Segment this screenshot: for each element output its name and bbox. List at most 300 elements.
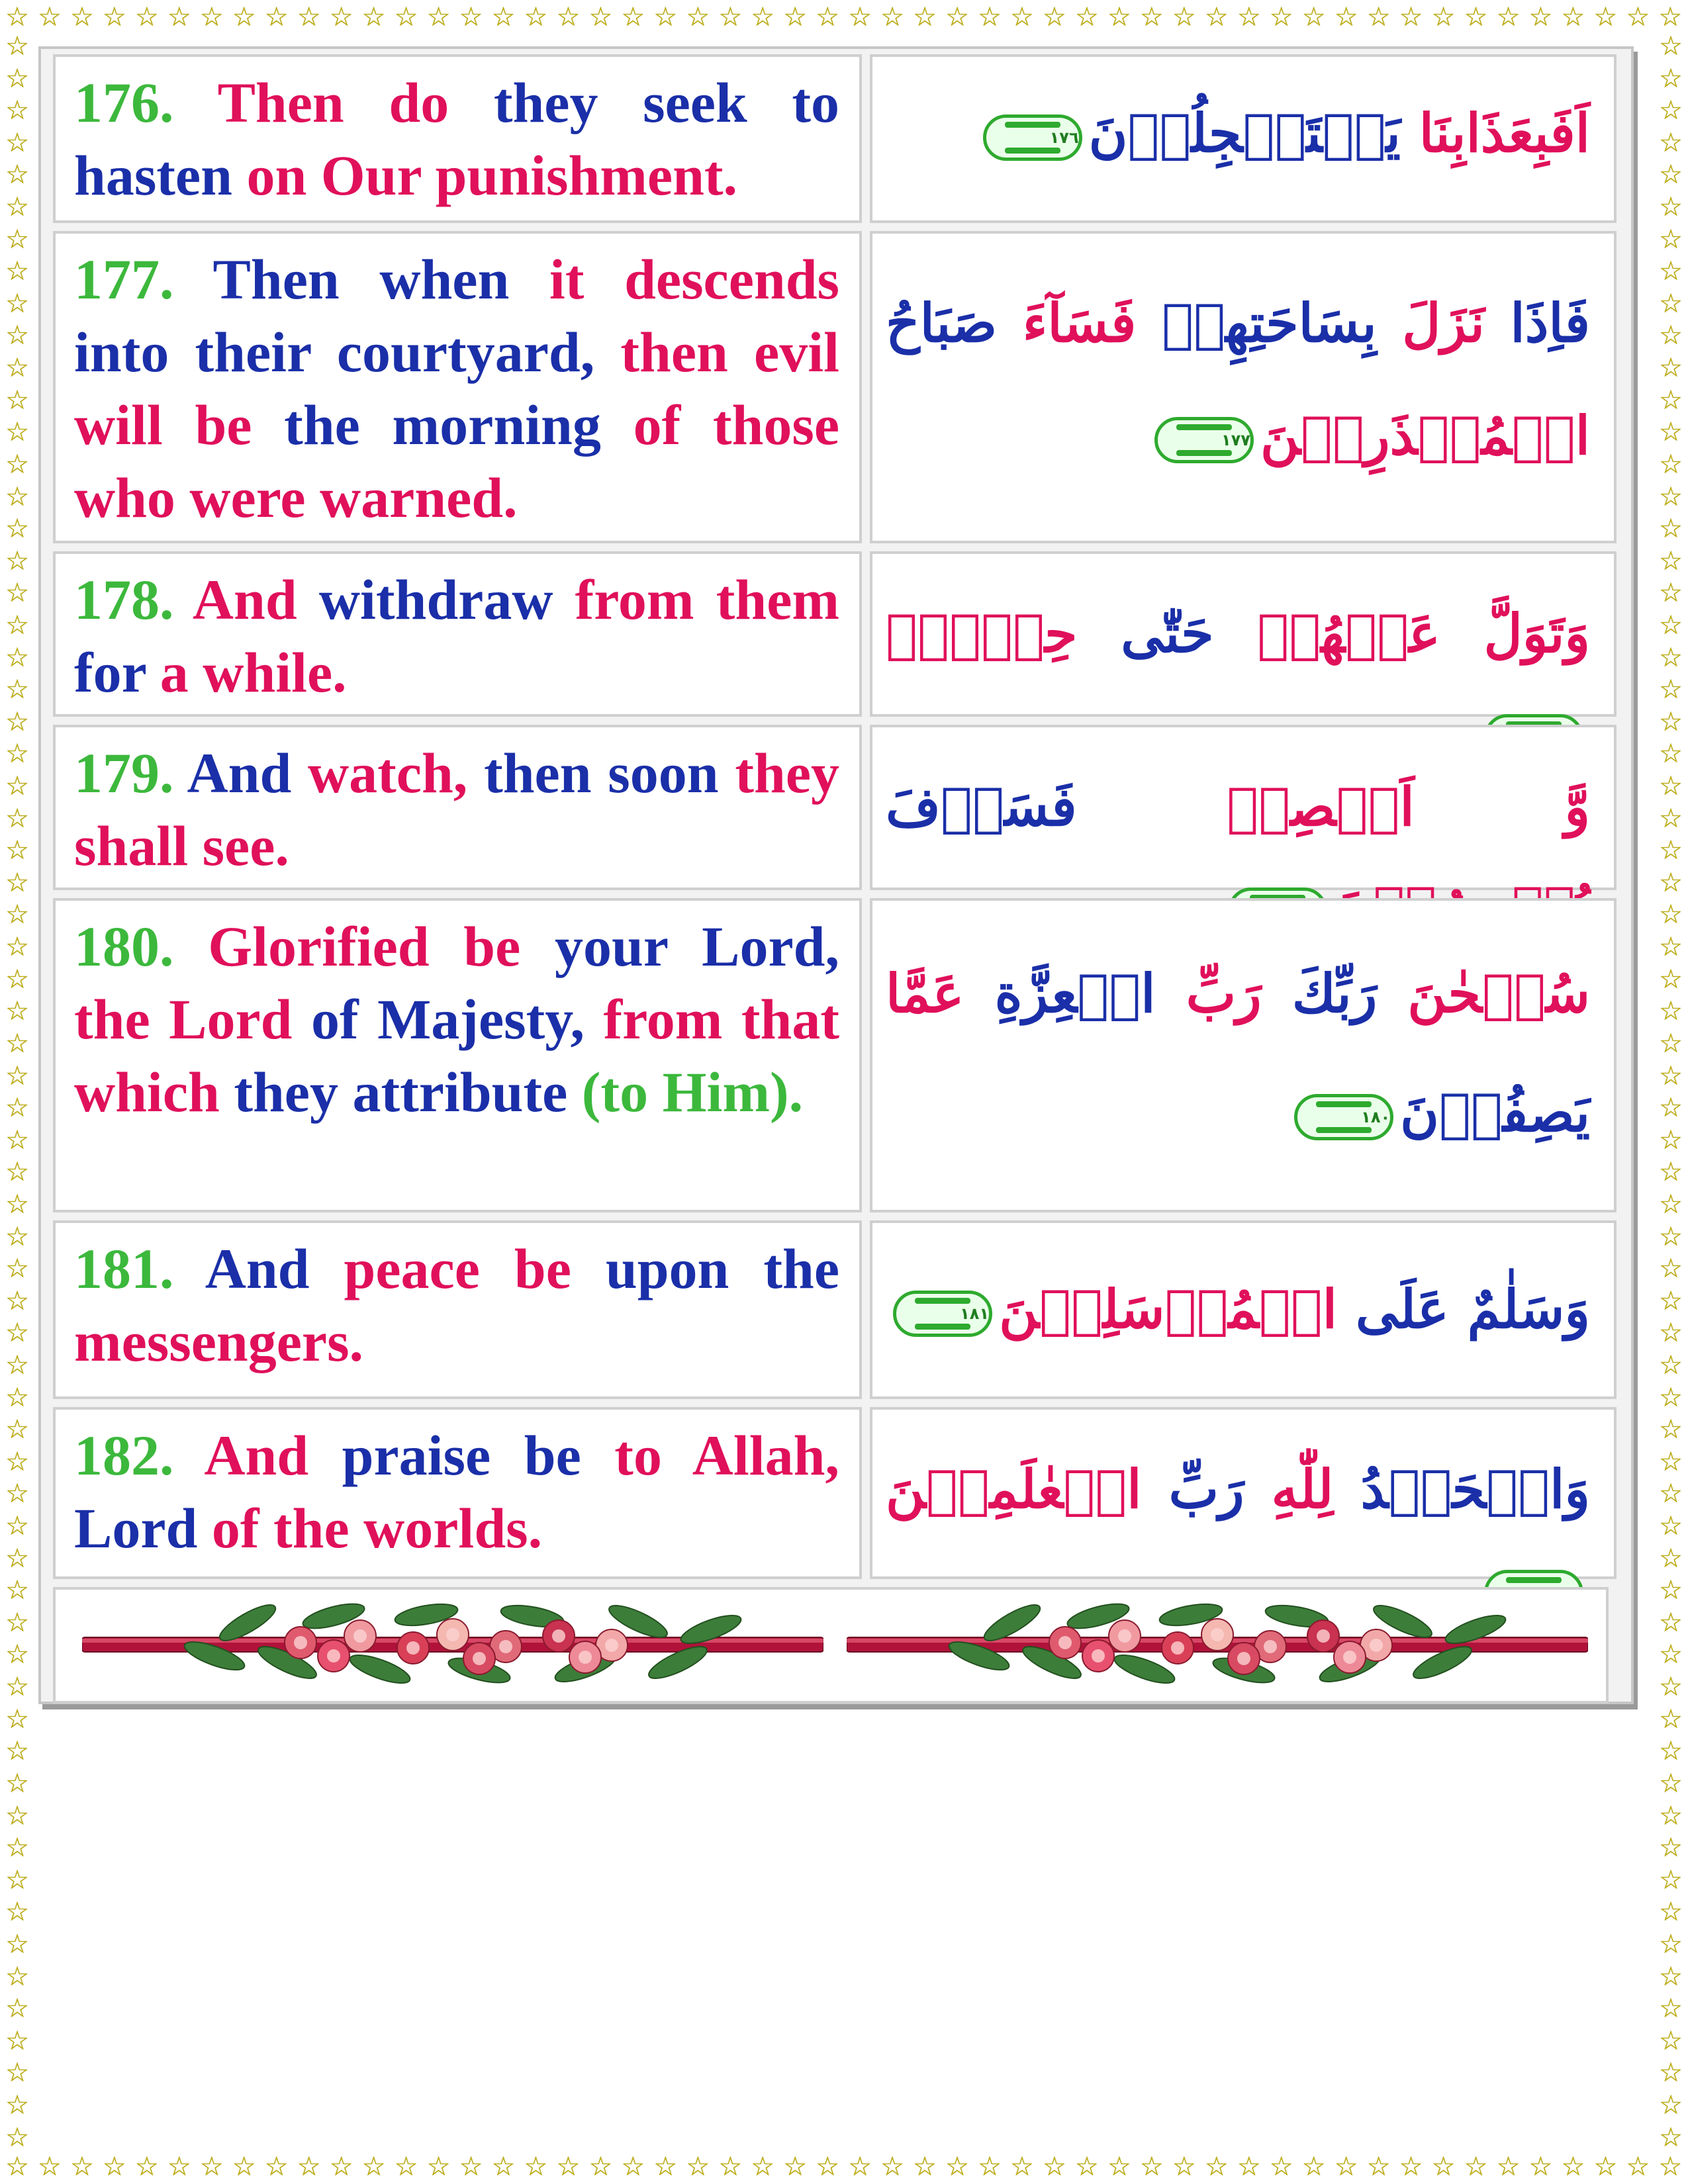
star-icon: ☆ <box>1659 514 1683 545</box>
verse-number: 179. <box>74 741 174 805</box>
translation-segment: do <box>344 71 449 134</box>
star-icon: ☆ <box>718 2 743 32</box>
star-icon: ☆ <box>264 2152 289 2182</box>
ayah-number: ١٧٦ <box>1049 128 1079 148</box>
star-icon: ☆ <box>653 2 678 32</box>
star-icon: ☆ <box>329 2152 353 2182</box>
star-icon: ☆ <box>5 159 29 191</box>
star-icon: ☆ <box>1659 1446 1683 1477</box>
arabic-word: رَبِّ <box>1155 962 1262 1024</box>
rose-center-icon <box>1211 1628 1224 1641</box>
arabic-word: يَصِفُوۡنَ <box>1400 1081 1590 1144</box>
star-icon: ☆ <box>1659 1349 1683 1381</box>
star-icon: ☆ <box>1659 1833 1683 1864</box>
star-icon: ☆ <box>70 2 94 32</box>
star-icon: ☆ <box>1204 2152 1229 2182</box>
star-icon: ☆ <box>5 1961 29 1992</box>
star-icon: ☆ <box>5 642 29 673</box>
star-icon: ☆ <box>1204 2 1229 32</box>
star-icon: ☆ <box>5 1543 29 1574</box>
star-icon: ☆ <box>1659 1511 1683 1542</box>
translation-segment: of the worlds. <box>197 1496 543 1560</box>
star-icon: ☆ <box>556 2 581 32</box>
star-icon: ☆ <box>361 2 386 32</box>
star-icon: ☆ <box>5 288 29 319</box>
star-icon: ☆ <box>1659 1864 1683 1895</box>
star-icon: ☆ <box>1237 2 1261 32</box>
star-icon: ☆ <box>1528 2 1553 32</box>
star-icon: ☆ <box>5 417 29 448</box>
star-icon: ☆ <box>5 932 29 963</box>
star-icon: ☆ <box>1301 2 1326 32</box>
star-icon: ☆ <box>848 2 872 32</box>
star-icon: ☆ <box>5 1672 29 1703</box>
star-icon: ☆ <box>1237 2152 1261 2182</box>
star-icon: ☆ <box>5 899 29 931</box>
star-icon: ☆ <box>167 2 191 32</box>
star-icon: ☆ <box>1659 1189 1683 1220</box>
star-icon: ☆ <box>5 1189 29 1220</box>
verse-number: 182. <box>74 1424 174 1487</box>
star-icon: ☆ <box>5 1093 29 1124</box>
star-icon: ☆ <box>1659 2122 1683 2153</box>
star-icon: ☆ <box>5 385 29 416</box>
translation-segment: Glorified be <box>173 915 521 978</box>
star-icon: ☆ <box>1659 95 1683 126</box>
star-icon: ☆ <box>816 2152 840 2182</box>
star-icon: ☆ <box>1659 1253 1683 1285</box>
arabic-word: يَسۡتَعۡجِلُوۡنَ <box>1088 102 1401 164</box>
star-icon: ☆ <box>783 2152 808 2182</box>
star-icon: ☆ <box>1269 2 1293 32</box>
star-icon: ☆ <box>5 1028 29 1059</box>
star-icon: ☆ <box>1659 63 1683 94</box>
star-icon: ☆ <box>556 2152 581 2182</box>
star-icon: ☆ <box>37 2152 62 2182</box>
star-icon: ☆ <box>199 2 224 32</box>
star-icon: ☆ <box>167 2152 191 2182</box>
verse-number: 178. <box>74 568 174 631</box>
star-border-left <box>3 33 32 2151</box>
floral-divider <box>53 1587 1609 1704</box>
star-icon: ☆ <box>1659 127 1683 158</box>
star-icon: ☆ <box>1659 932 1683 963</box>
arabic-word: وَسَلٰمٌ <box>1448 1278 1590 1340</box>
star-icon: ☆ <box>5 578 29 609</box>
star-icon: ☆ <box>5 63 29 94</box>
star-icon: ☆ <box>5 1575 29 1606</box>
star-icon: ☆ <box>718 2152 743 2182</box>
star-icon: ☆ <box>1043 2 1066 32</box>
star-icon: ☆ <box>426 2 451 32</box>
arabic-word: رَبِّكَ <box>1261 962 1378 1024</box>
star-icon: ☆ <box>5 1864 29 1895</box>
star-icon: ☆ <box>1593 2152 1618 2182</box>
translation-segment: peace be <box>309 1237 571 1300</box>
star-icon: ☆ <box>1043 2152 1066 2182</box>
star-icon: ☆ <box>1366 2 1391 32</box>
arabic-word: اَفَبِعَذَابِنَا <box>1400 102 1590 164</box>
arabic-word: سُبۡحٰنَ <box>1377 962 1591 1024</box>
star-icon: ☆ <box>134 2152 159 2182</box>
star-icon: ☆ <box>1107 2152 1131 2182</box>
star-icon: ☆ <box>1659 1060 1683 1091</box>
star-icon: ☆ <box>1659 1897 1683 1928</box>
star-icon: ☆ <box>1659 417 1683 448</box>
star-icon: ☆ <box>5 1349 29 1381</box>
english-translation <box>74 243 839 534</box>
star-icon: ☆ <box>329 2 353 32</box>
star-icon: ☆ <box>1659 1318 1683 1349</box>
star-icon: ☆ <box>1659 739 1683 770</box>
star-icon: ☆ <box>1659 159 1683 191</box>
star-icon: ☆ <box>978 2 1002 32</box>
translation-segment: And <box>173 1424 309 1487</box>
star-icon: ☆ <box>70 2152 94 2182</box>
rose-center-icon <box>552 1629 565 1643</box>
translation-segment: on Our punishment. <box>232 144 738 207</box>
english-translation <box>74 1419 839 1565</box>
star-icon: ☆ <box>5 353 29 384</box>
translation-segment: will be <box>74 393 252 457</box>
star-icon: ☆ <box>524 2152 548 2182</box>
arabic-verse <box>886 83 1590 183</box>
star-icon: ☆ <box>686 2 710 32</box>
translation-segment: watch, <box>291 741 468 805</box>
star-icon: ☆ <box>621 2152 645 2182</box>
star-icon: ☆ <box>1366 2152 1391 2182</box>
star-icon: ☆ <box>1107 2 1131 32</box>
english-translation <box>74 737 839 882</box>
star-icon: ☆ <box>751 2 775 32</box>
translation-segment: they seek <box>449 71 747 134</box>
star-icon: ☆ <box>653 2152 678 2182</box>
translation-segment: into their courtyard, <box>74 320 595 384</box>
star-icon: ☆ <box>5 1897 29 1928</box>
star-icon: ☆ <box>1172 2 1196 32</box>
arabic-word: رَبِّ <box>1141 1458 1244 1520</box>
star-icon: ☆ <box>1659 224 1683 255</box>
english-cell <box>53 898 862 1212</box>
star-icon: ☆ <box>1659 1285 1683 1316</box>
star-icon: ☆ <box>1269 2152 1293 2182</box>
star-icon: ☆ <box>264 2 289 32</box>
star-icon: ☆ <box>1528 2152 1553 2182</box>
verse-row <box>53 1220 1617 1399</box>
star-icon: ☆ <box>1659 610 1683 641</box>
star-icon: ☆ <box>1074 2 1099 32</box>
rose-center-icon <box>1118 1629 1131 1643</box>
translation-segment: Then when <box>173 248 510 311</box>
ayah-end-marker <box>983 114 1082 161</box>
star-icon: ☆ <box>5 1382 29 1413</box>
star-icon: ☆ <box>5 1704 29 1735</box>
star-icon: ☆ <box>491 2152 516 2182</box>
translation-segment: Lord <box>74 1496 198 1560</box>
translation-segment: a while. <box>146 641 347 704</box>
translation-segment: And <box>173 741 292 805</box>
arabic-word: وَتَوَلَّ <box>1440 602 1590 664</box>
arabic-word: فَسَآءَ <box>997 292 1137 354</box>
verse-row <box>53 54 1617 223</box>
star-icon: ☆ <box>5 1768 29 1799</box>
star-icon: ☆ <box>134 2 159 32</box>
star-icon: ☆ <box>945 2152 969 2182</box>
star-icon: ☆ <box>1659 1124 1683 1156</box>
star-icon: ☆ <box>1659 545 1683 576</box>
star-icon: ☆ <box>1659 578 1683 609</box>
rose-center-icon <box>579 1651 592 1664</box>
rose-center-icon <box>1370 1639 1383 1652</box>
star-icon: ☆ <box>1659 1221 1683 1252</box>
star-icon: ☆ <box>848 2152 872 2182</box>
star-icon: ☆ <box>1659 31 1683 62</box>
arabic-word: فَسَوۡفَ <box>886 776 1077 838</box>
star-icon: ☆ <box>1659 2090 1683 2120</box>
star-icon: ☆ <box>1659 385 1683 416</box>
star-icon: ☆ <box>1659 1736 1683 1767</box>
star-icon: ☆ <box>1659 706 1683 737</box>
verse-row <box>53 231 1617 543</box>
rose-center-icon <box>1171 1641 1184 1655</box>
star-icon: ☆ <box>1659 1414 1683 1445</box>
rose-center-icon <box>294 1636 307 1649</box>
star-icon: ☆ <box>1659 1543 1683 1574</box>
star-icon: ☆ <box>1659 1157 1683 1188</box>
star-icon: ☆ <box>1658 2152 1683 2182</box>
star-icon: ☆ <box>588 2152 613 2182</box>
verse-table <box>38 46 1634 1704</box>
star-icon: ☆ <box>5 771 29 802</box>
translation-segment: of those who were warned. <box>74 393 840 529</box>
star-icon: ☆ <box>1399 2 1423 32</box>
ayah-number: ١٨٠ <box>1361 1108 1391 1127</box>
star-icon: ☆ <box>1659 1382 1683 1413</box>
rose-center-icon <box>1343 1651 1356 1664</box>
star-icon: ☆ <box>5 1993 29 2025</box>
star-icon: ☆ <box>1659 1479 1683 1510</box>
star-icon: ☆ <box>5 1607 29 1638</box>
star-icon: ☆ <box>5 514 29 545</box>
star-icon: ☆ <box>1659 674 1683 705</box>
star-icon: ☆ <box>5 867 29 898</box>
rose-center-icon <box>353 1629 367 1643</box>
arabic-word: صَبَاحُ <box>886 292 998 354</box>
verse-number: 176. <box>74 71 174 134</box>
arabic-word: الۡمُرۡسَلِيۡنَ <box>999 1278 1337 1340</box>
translation-segment: for <box>74 641 146 704</box>
star-icon: ☆ <box>5 2058 29 2089</box>
star-icon: ☆ <box>1659 353 1683 384</box>
translation-segment: to Allah, <box>581 1424 839 1487</box>
english-cell <box>53 231 862 543</box>
star-icon: ☆ <box>361 2152 386 2182</box>
star-icon: ☆ <box>232 2152 256 2182</box>
arabic-word: الۡمُنۡذَرِيۡنَ <box>1260 404 1590 467</box>
star-icon: ☆ <box>1659 1672 1683 1703</box>
star-icon: ☆ <box>1464 2 1488 32</box>
star-icon: ☆ <box>5 545 29 576</box>
star-icon: ☆ <box>199 2152 224 2182</box>
verse-row <box>53 898 1617 1212</box>
star-icon: ☆ <box>5 2152 29 2182</box>
star-icon: ☆ <box>880 2152 905 2182</box>
star-icon: ☆ <box>5 1800 29 1831</box>
star-icon: ☆ <box>459 2152 483 2182</box>
arabic-cell <box>870 725 1617 890</box>
verse-rows <box>53 54 1617 1711</box>
star-icon: ☆ <box>5 320 29 351</box>
star-icon: ☆ <box>1659 771 1683 802</box>
arabic-cell <box>870 898 1617 1212</box>
star-icon: ☆ <box>1301 2152 1326 2182</box>
star-icon: ☆ <box>102 2 126 32</box>
translation-segment: (to Him). <box>567 1060 804 1124</box>
star-icon: ☆ <box>1659 1704 1683 1735</box>
translation-segment: praise be <box>308 1424 581 1487</box>
arabic-word: عَلَى <box>1337 1278 1449 1340</box>
rose-center-icon <box>1092 1649 1105 1662</box>
star-border-bottom <box>5 2152 1683 2181</box>
star-icon: ☆ <box>1626 2152 1650 2182</box>
verse-row <box>53 1407 1617 1579</box>
arabic-cell <box>870 1407 1617 1579</box>
rose-center-icon <box>499 1640 512 1653</box>
star-icon: ☆ <box>5 1318 29 1349</box>
star-icon: ☆ <box>5 1479 29 1510</box>
english-cell <box>53 725 862 890</box>
star-icon: ☆ <box>1659 1961 1683 1992</box>
star-icon: ☆ <box>1496 2152 1521 2182</box>
ayah-end-marker <box>1154 417 1254 463</box>
star-icon: ☆ <box>5 739 29 770</box>
english-translation <box>74 1232 839 1378</box>
star-icon: ☆ <box>5 803 29 834</box>
star-icon: ☆ <box>232 2 256 32</box>
star-icon: ☆ <box>1659 803 1683 834</box>
star-icon: ☆ <box>297 2 321 32</box>
star-icon: ☆ <box>1659 1929 1683 1960</box>
arabic-verse <box>886 267 1590 492</box>
arabic-cell <box>870 54 1617 223</box>
arabic-word: عَنۡهُمۡ <box>1213 602 1440 664</box>
star-icon: ☆ <box>5 192 29 223</box>
star-icon: ☆ <box>5 95 29 126</box>
star-icon: ☆ <box>5 835 29 866</box>
arabic-word: بِسَاحَتِهِمۡ <box>1136 292 1377 354</box>
star-icon: ☆ <box>394 2 418 32</box>
star-icon: ☆ <box>1659 2058 1683 2089</box>
star-icon: ☆ <box>5 1736 29 1767</box>
ayah-end-marker <box>893 1291 992 1337</box>
star-icon: ☆ <box>5 2 29 32</box>
star-icon: ☆ <box>816 2 840 32</box>
rose-center-icon <box>406 1641 420 1655</box>
star-icon: ☆ <box>1593 2 1618 32</box>
star-icon: ☆ <box>1010 2 1034 32</box>
star-icon: ☆ <box>1659 835 1683 866</box>
arabic-word: الۡعٰلَمِيۡنَ <box>886 1458 1142 1520</box>
star-icon: ☆ <box>524 2 548 32</box>
arabic-word: نَزَلَ <box>1376 292 1485 354</box>
star-icon: ☆ <box>5 1221 29 1252</box>
star-icon: ☆ <box>1139 2152 1164 2182</box>
arabic-word: حِيۡنٍۙ <box>886 602 1078 664</box>
star-icon: ☆ <box>5 706 29 737</box>
star-icon: ☆ <box>880 2 905 32</box>
star-icon: ☆ <box>1659 449 1683 480</box>
arabic-cell <box>870 1220 1617 1399</box>
english-cell <box>53 551 862 717</box>
star-icon: ☆ <box>1659 1768 1683 1799</box>
star-icon: ☆ <box>1658 2 1683 32</box>
translation-segment: And <box>173 1237 310 1300</box>
star-icon: ☆ <box>459 2 483 32</box>
verse-number: 177. <box>74 248 174 311</box>
rose-center-icon <box>327 1649 340 1662</box>
star-icon: ☆ <box>5 1285 29 1316</box>
star-icon: ☆ <box>1139 2 1164 32</box>
star-icon: ☆ <box>1659 1575 1683 1606</box>
star-icon: ☆ <box>5 996 29 1027</box>
star-border-right <box>1656 33 1685 2151</box>
translation-segment: messengers. <box>74 1310 364 1373</box>
star-icon: ☆ <box>621 2 645 32</box>
star-icon: ☆ <box>1561 2 1585 32</box>
rose-center-icon <box>473 1652 486 1665</box>
star-icon: ☆ <box>1659 964 1683 995</box>
star-icon: ☆ <box>5 1446 29 1477</box>
translation-segment: Then <box>173 71 344 134</box>
star-icon: ☆ <box>1659 1639 1683 1670</box>
star-icon: ☆ <box>5 1157 29 1188</box>
star-icon: ☆ <box>5 2090 29 2120</box>
star-icon: ☆ <box>913 2 937 32</box>
star-icon: ☆ <box>1659 288 1683 319</box>
star-icon: ☆ <box>5 2025 29 2056</box>
translation-segment: they shall see. <box>74 741 840 878</box>
divider-row <box>53 1587 1617 1704</box>
star-icon: ☆ <box>5 1253 29 1285</box>
star-icon: ☆ <box>5 256 29 287</box>
verse-row <box>53 725 1617 890</box>
translation-segment: from that <box>584 987 839 1051</box>
star-icon: ☆ <box>1659 867 1683 898</box>
star-icon: ☆ <box>1659 1800 1683 1831</box>
star-icon: ☆ <box>426 2152 451 2182</box>
star-icon: ☆ <box>5 1929 29 1960</box>
star-icon: ☆ <box>686 2152 710 2182</box>
star-icon: ☆ <box>751 2152 775 2182</box>
star-icon: ☆ <box>913 2152 937 2182</box>
translation-segment: it descends <box>509 248 840 311</box>
star-icon: ☆ <box>1399 2152 1423 2182</box>
star-icon: ☆ <box>5 481 29 512</box>
arabic-word: وَّ اَبۡصِرۡ <box>1076 776 1590 838</box>
translation-segment: withdraw <box>297 568 553 631</box>
star-icon: ☆ <box>1431 2 1456 32</box>
translation-segment: the Lord <box>74 987 293 1051</box>
star-icon: ☆ <box>5 224 29 255</box>
star-icon: ☆ <box>1334 2152 1358 2182</box>
star-icon: ☆ <box>5 1414 29 1445</box>
rose-center-icon <box>1317 1629 1330 1643</box>
translation-segment: they attribute <box>219 1060 568 1124</box>
star-icon: ☆ <box>5 610 29 641</box>
ayah-number: ١٧٧ <box>1221 431 1250 450</box>
translation-segment: of Majesty, <box>292 987 585 1051</box>
arabic-cell <box>870 231 1617 543</box>
